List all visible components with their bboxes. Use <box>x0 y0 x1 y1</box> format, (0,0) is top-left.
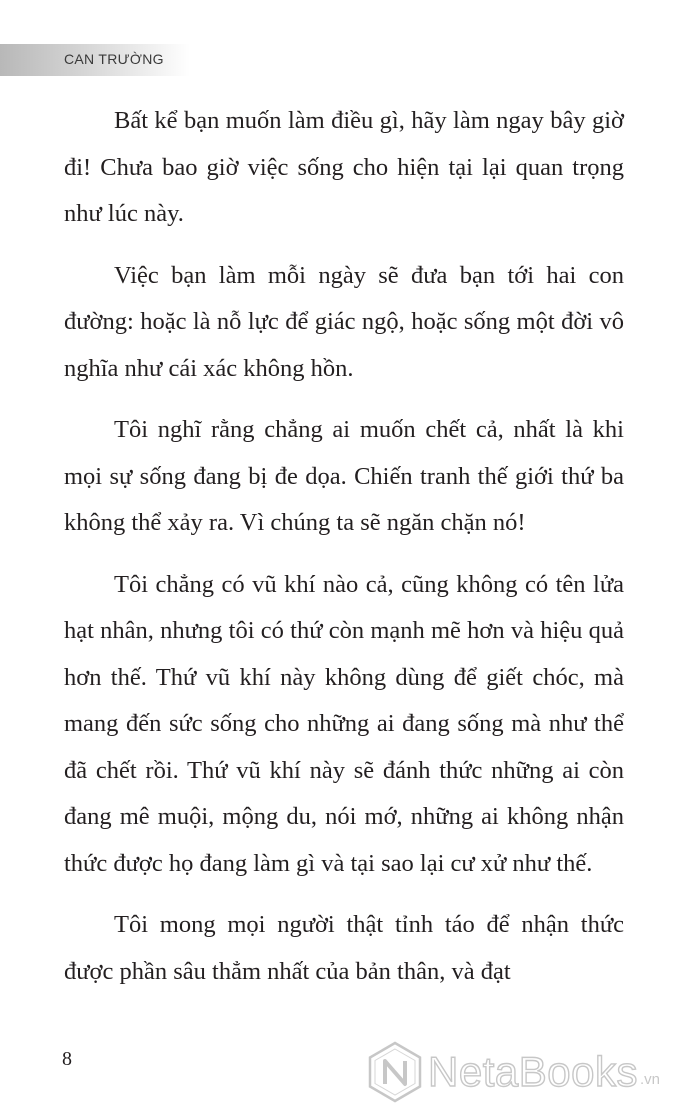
watermark-brand: NetaBooks <box>428 1048 638 1095</box>
page-number: 8 <box>62 1048 72 1070</box>
paragraph: Tôi mong mọi người thật tỉnh táo để nhận thức được phần sâu thẳm nhất của bản thân, và đạt <box>64 911 624 985</box>
running-title: CAN TRƯỜNG <box>64 51 164 67</box>
body-text <box>64 98 624 1010</box>
running-header <box>0 44 190 76</box>
paragraph: Việc bạn làm mỗi ngày sẽ đưa bạn tới hai con đường: hoặc là nỗ lực để giác ngộ, hoặc sống một đời vô nghĩa như cái xác không hồn. <box>64 261 624 382</box>
paragraph: Tôi nghĩ rằng chẳng ai muốn chết cả, nhất là khi mọi sự sống đang bị đe dọa. Chiến tranh thế giới thứ ba không thể xảy ra. Vì chúng ta sẽ ngăn chặn nó! <box>64 416 624 536</box>
paragraph: Tôi chẳng có vũ khí nào cả, cũng không có tên lửa hạt nhân, nhưng tôi có thứ còn mạnh mẽ hơn và hiệu quả hơn thế. Thứ vũ khí này không dùng để giết chóc, mà mang đến sức sống cho những ai đang sống mà như thể đã chết rồi. Thứ vũ khí này sẽ đánh thức những ai còn đang mê muội, mộng du, nói mớ, những ai không nhận thức được họ đang làm gì và tại sao lại cư xử như thế. <box>64 570 624 877</box>
netabooks-logo-icon <box>366 1040 424 1104</box>
watermark <box>366 1040 660 1104</box>
paragraph: Bất kể bạn muốn làm điều gì, hãy làm ngay bây giờ đi! Chưa bao giờ việc sống cho hiện tại lại quan trọng như lúc này. <box>64 107 624 227</box>
watermark-suffix: .vn <box>639 1070 660 1088</box>
